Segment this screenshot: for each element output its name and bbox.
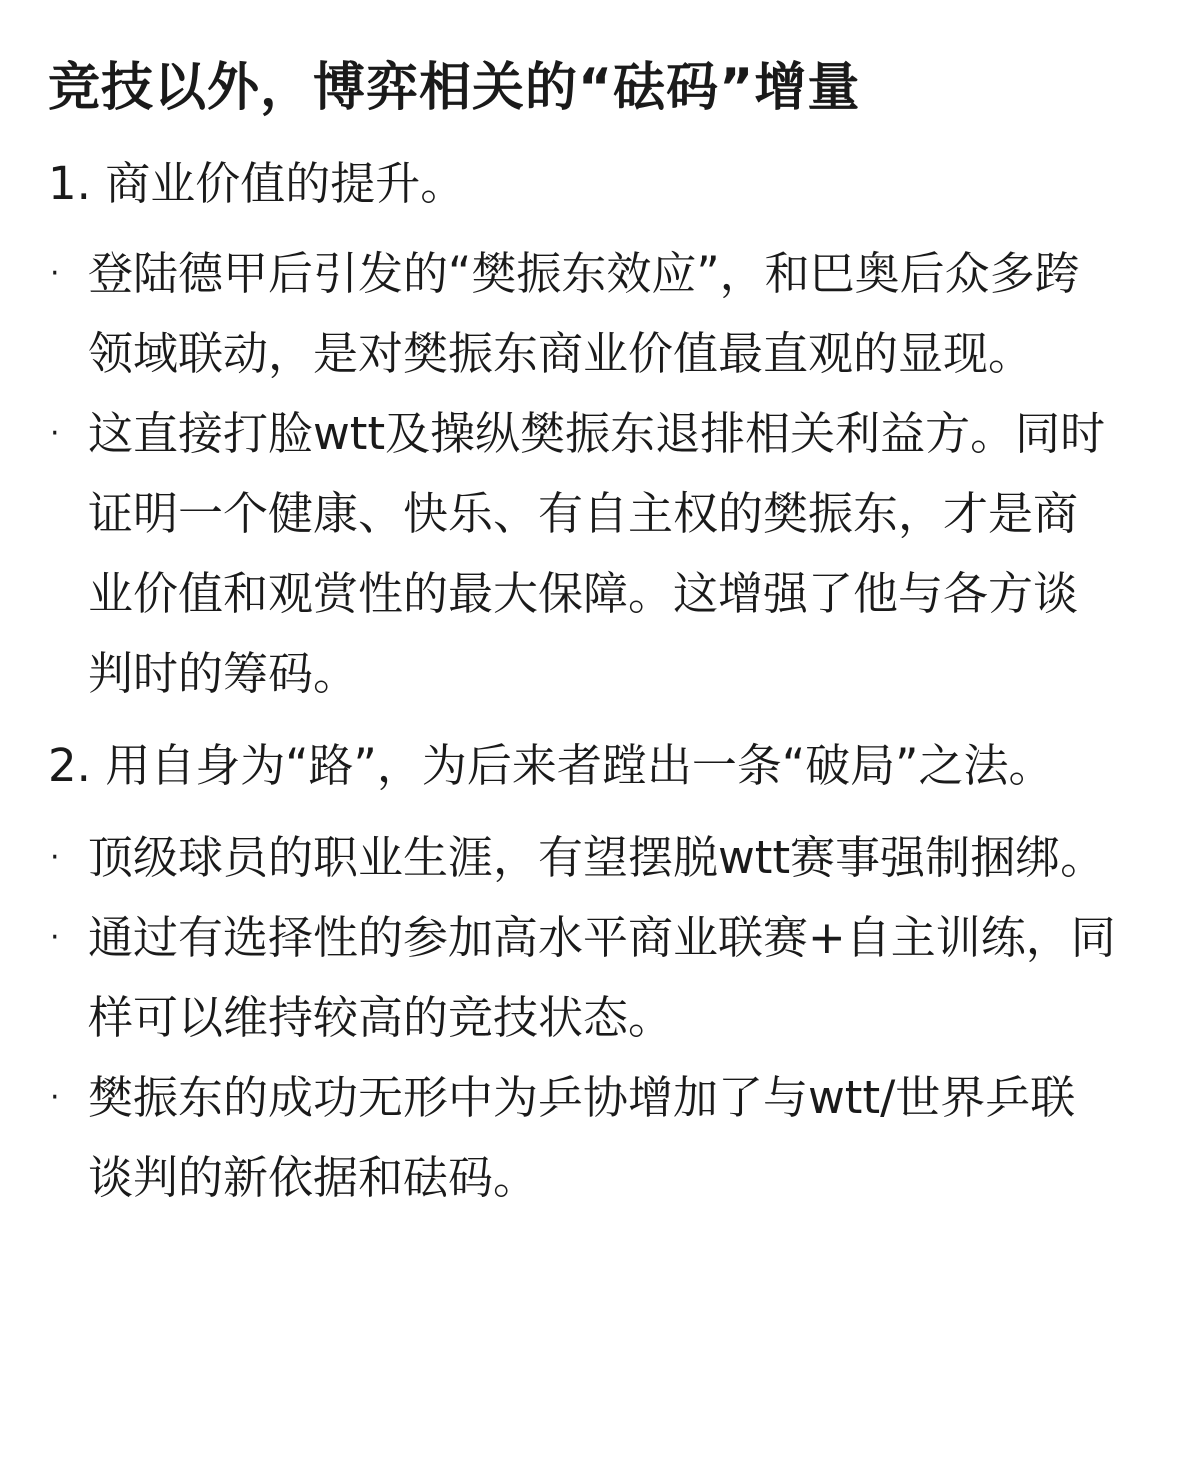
list-item	[48, 818, 1120, 898]
bullet-dot-icon: ·	[50, 840, 60, 875]
list-item	[48, 1058, 1120, 1218]
bullet-list-commercial-value	[48, 234, 1120, 714]
list-item-text: 这直接打脸wtt及操纵樊振东退排相关利益方。同时证明一个健康、快乐、有自主权的樊振东，才是商业价值和观赏性的最大保障。这增强了他与各方谈判时的筹码。	[88, 407, 1106, 700]
list-item	[48, 898, 1120, 1058]
list-item-text: 通过有选择性的参加高水平商业联赛+自主训练，同样可以维持较高的竞技状态。	[88, 911, 1116, 1044]
bullet-list-breakthrough-path	[48, 818, 1120, 1218]
list-item-text: 顶级球员的职业生涯，有望摆脱wtt赛事强制捆绑。	[88, 831, 1106, 884]
list-item-text: 登陆德甲后引发的“樊振东效应”，和巴奥后众多跨领域联动，是对樊振东商业价值最直观的显现。	[88, 247, 1080, 380]
section-heading-breakthrough-path: 2. 用自身为“路”，为后来者蹚出一条“破局”之法。	[48, 739, 1054, 792]
bullet-dot-icon: ·	[50, 256, 60, 291]
bullet-dot-icon: ·	[50, 1080, 60, 1115]
page-title: 竞技以外，博弈相关的“砝码”增量	[48, 58, 861, 118]
list-item	[48, 234, 1120, 394]
bullet-dot-icon: ·	[50, 416, 60, 451]
section-heading-commercial-value: 1. 商业价值的提升。	[48, 157, 466, 210]
list-item-text: 樊振东的成功无形中为乒协增加了与wtt/世界乒联谈判的新依据和砝码。	[88, 1071, 1076, 1204]
list-item	[48, 394, 1120, 714]
bullet-dot-icon: ·	[50, 920, 60, 955]
